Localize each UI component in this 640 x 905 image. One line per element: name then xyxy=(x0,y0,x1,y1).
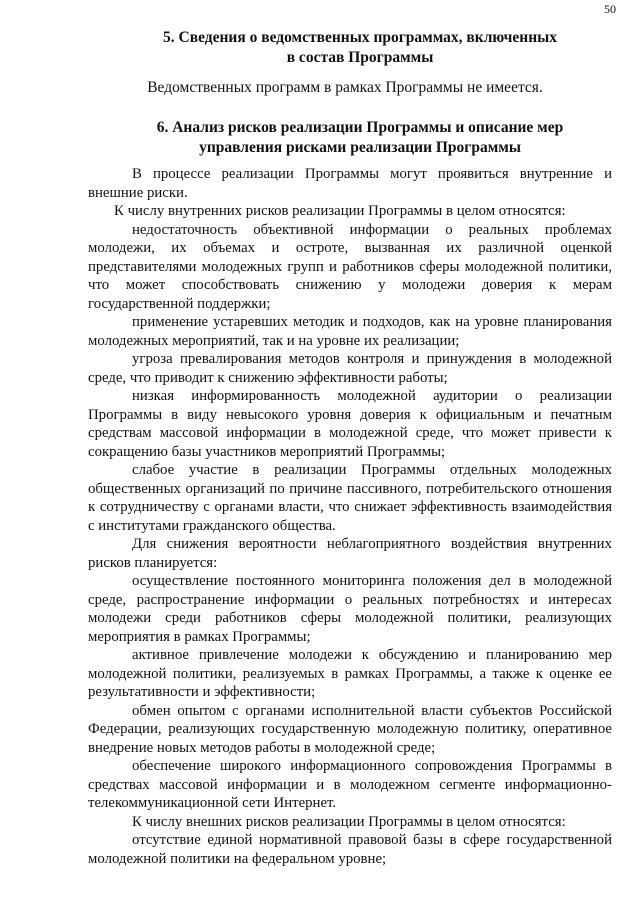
section-6-title xyxy=(60,118,640,158)
paragraph-risk-item: недостаточность объективной информации о реальных проблемах молодежи, их объемах и остроте, вызванная их различной оценкой представителями молодежных групп и работников сферы молодежной политики, что может способствовать снижению у молодежи доверия к мерам государственной поддержки; xyxy=(88,221,612,312)
paragraph-mitigation-item: обеспечение широкого информационного сопровождения Программы в средствах массовой информации и в молодежном сегменте информационно-телекоммуникационной сети Интернет. xyxy=(88,758,612,811)
paragraph-internal-risks-heading: К числу внутренних рисков реализации Программы в целом относятся: xyxy=(114,203,566,219)
paragraph-risk-item: слабое участие в реализации Программы отдельных молодежных общественных организаций по причине пассивного, потребительского отношения к сотрудничеству с органами власти, что снижает эффективность взаимодействия с институтами гражданского общества. xyxy=(88,462,612,534)
section-5-title-line-2: в состав Программы xyxy=(286,49,434,66)
paragraph-mitigation-item: осуществление постоянного мониторинга положения дел в молодежной среде, распространение информации о реальных потребностях и интересах молодежи среди работников сферы молодежной политики, реализующих мероприятия в рамках Программы; xyxy=(88,573,612,645)
page-number: 50 xyxy=(604,2,616,16)
paragraph-mitigation-item: обмен опытом с органами исполнительной власти субъектов Российской Федерации, реализующих государственную молодежную политику, оперативное внедрение новых методов работы в молодежной среде; xyxy=(88,702,612,756)
section-6-body xyxy=(88,165,612,868)
section-5-note: Ведомственных программ в рамках Программы не имеется. xyxy=(147,79,543,96)
paragraph-mitigation-item: активное привлечение молодежи к обсуждению и планированию мер молодежной политики, реализуемых в рамках Программы, а также к оценке ее результативности и эффективности; xyxy=(88,647,612,700)
paragraph-mitigation-heading: Для снижения вероятности неблагоприятного воздействия внутренних рисков планируется: xyxy=(88,536,612,571)
paragraph-risk-item: угроза превалирования методов контроля и принуждения в молодежной среде, что приводит к снижению эффективности работы; xyxy=(88,351,612,386)
paragraph-intro: В процессе реализации Программы могут проявиться внутренние и внешние риски. xyxy=(88,166,612,201)
section-6-title-line-1: 6. Анализ рисков реализации Программы и описание мер xyxy=(156,119,564,136)
section-5-title-line-1: 5. Сведения о ведомственных программах, включенных xyxy=(163,29,557,46)
paragraph-risk-item: низкая информированность молодежной аудитории о реализации Программы в виду невысокого уровня доверия к официальным и печатным средствам массовой информации в молодежной среде, что может привести к сокращению базы участников мероприятий Программы; xyxy=(88,388,612,460)
section-5-title xyxy=(60,28,640,68)
paragraph-risk-item: применение устаревших методик и подходов, как на уровне планирования молодежных мероприятий, так и на уровне их реализации; xyxy=(88,314,612,349)
paragraph-risk-item: отсутствие единой нормативной правовой базы в сфере государственной молодежной политики на федеральном уровне; xyxy=(88,832,612,867)
section-6-title-line-2: управления рисками реализации Программы xyxy=(199,139,521,156)
paragraph-external-risks-heading: К числу внешних рисков реализации Программы в целом относятся: xyxy=(132,813,566,830)
